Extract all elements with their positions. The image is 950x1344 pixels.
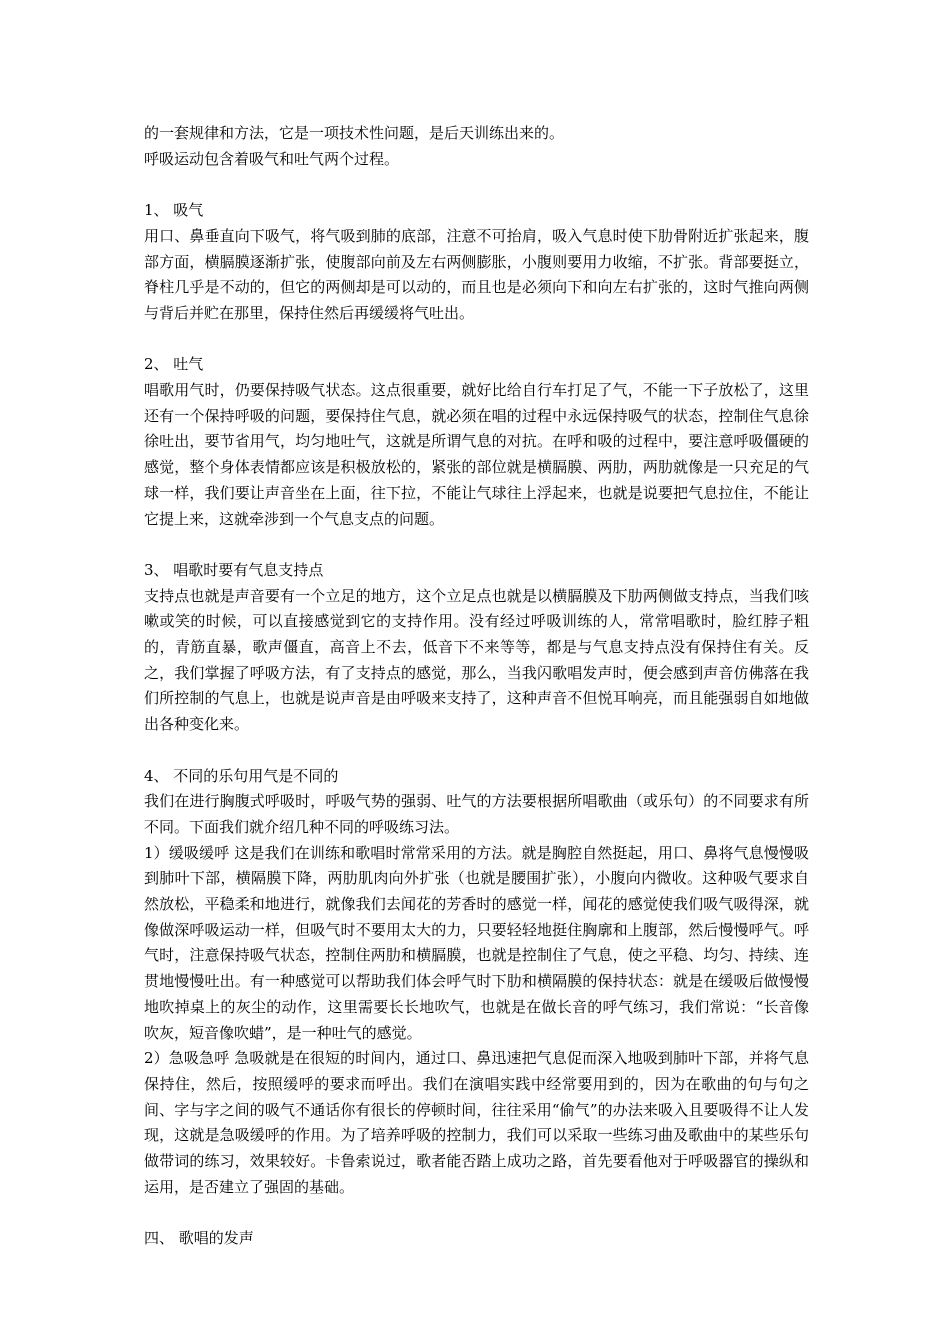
- spacer: [144, 738, 809, 764]
- section-3-heading: 3、 唱歌时要有气息支持点: [144, 560, 324, 579]
- spacer: [144, 532, 809, 558]
- section-2-paragraph: 唱歌用气时，仍要保持吸气状态。这点很重要，就好比给自行车打足了气，不能一下子放松了，这里还有一个保持呼吸的问题，要保持住气息，就必须在唱的过程中永远保持吸气的状态，控制住气息徐徐吐出，要节省用气，均匀地吐气，这就是所谓气息的对抗。在呼和吸的过程中，要注意呼吸僵硬的感觉，整个身体表情都应该是积极放松的，紧张的部位就是横膈膜、两肋，两肋就像是一只充足的气球一样，我们要让声音坐在上面，往下拉，不能让气球往上浮起来，也就是说要把气息拉住，不能让它提上来，这就牵涉到一个气息支点的问题。: [144, 381, 809, 528]
- section-4-item-1: 1）缓吸缓呼 这是我们在训练和歌唱时常常采用的方法。就是胸腔自然挺起，用口、鼻将气息慢慢吸到肺叶下部，横隔膜下降，两肋肌肉向外扩张（也就是腰围扩张），小腹向内微收。这种吸气要求自然放松，平稳柔和地进行，就像我们去闻花的芳香时的感觉一样，闻花的感觉使我们吸气吸得深，就像做深呼吸运动一样，但吸气时不要用太大的力，只要轻轻地挺住胸廓和上腹部，然后慢慢呼气。呼气时，注意保持吸气状态，控制住两肋和横膈膜，也就是控制住了气息，使之平稳、均匀、持续、连贯地慢慢吐出。有一种感觉可以帮助我们体会呼气时下肋和横隔膜的保持状态：就是在缓吸后做慢慢地吹掉桌上的灰尘的动作，这里需要长长地吹气，也就是在做长音的呼气练习，我们常说：“长音像吹灰，短音像吹蜡”，是一种吐气的感觉。: [144, 843, 809, 1042]
- section-1-heading: 1、 吸气: [144, 201, 204, 220]
- next-section-heading: 四、 歌唱的发声: [144, 1229, 254, 1248]
- spacer: [144, 172, 809, 198]
- section-2-heading: 2、 吐气: [144, 355, 204, 374]
- section-3-paragraph: 支持点也就是声音要有一个立足的地方，这个立足点也就是以横膈膜及下肋两侧做支持点，当我们咳嗽或笑的时候，可以直接感觉到它的支持作用。没有经过呼吸训练的人，常常唱歌时，脸红脖子粗的，青筋直暴，歌声僵直，高音上不去，低音下不来等等，都是与气息支持点没有保持住有关。反之，我们掌握了呼吸方法，有了支持点的感觉，那么，当我闪歌唱发声时，便会感到声音仿佛落在我们所控制的气息上，也就是说声音是由呼吸来支持了，这种声音不但悦耳响亮，而且能强弱自如地做出各种变化来。: [144, 586, 809, 734]
- intro-line-1: 的一套规律和方法，它是一项技术性问题，是后天训练出来的。: [144, 124, 565, 142]
- document-body: [144, 121, 809, 1252]
- spacer: [144, 327, 809, 353]
- section-4-heading: 4、 不同的乐句用气是不同的: [144, 766, 339, 785]
- section-1-paragraph: 用口、鼻垂直向下吸气，将气吸到肺的底部，注意不可抬肩，吸入气息时使下肋骨附近扩张起来，腹部方面，横膈膜逐渐扩张，使腹部向前及左右两侧膨胀，小腹则要用力收缩，不扩张。背部要挺立，脊柱几乎是不动的，但它的两侧却是可以动的，而且也是必须向下和向左右扩张的，这时气推向两侧与背后并贮在那里，保持住然后再缓缓将气吐出。: [144, 226, 809, 322]
- section-4-intro: 我们在进行胸腹式呼吸时，呼吸气势的强弱、吐气的方法要根据所唱歌曲（或乐句）的不同要求有所不同。下面我们就介绍几种不同的呼吸练习法。: [144, 792, 809, 836]
- section-4-item-2: 2）急吸急呼 急吸就是在很短的时间内，通过口、鼻迅速把气息促而深入地吸到肺叶下部，并将气息保持住，然后，按照缓呼的要求而呼出。我们在演唱实践中经常要用到的，因为在歌曲的句与句之间、字与字之间的吸气不通话你有很长的停顿时间，往往采用“偷气”的办法来吸入且要吸得不让人发现，这就是急吸缓呼的作用。为了培养呼吸的控制力，我们可以采取一些练习曲及歌曲中的某些乐句做带词的练习，效果较好。卡鲁索说过，歌者能否踏上成功之路，首先要看他对于呼吸器官的操纵和运用，是否建立了强固的基础。: [144, 1049, 809, 1196]
- spacer: [144, 1200, 809, 1226]
- intro-line-2: 呼吸运动包含着吸气和吐气两个过程。: [144, 149, 400, 168]
